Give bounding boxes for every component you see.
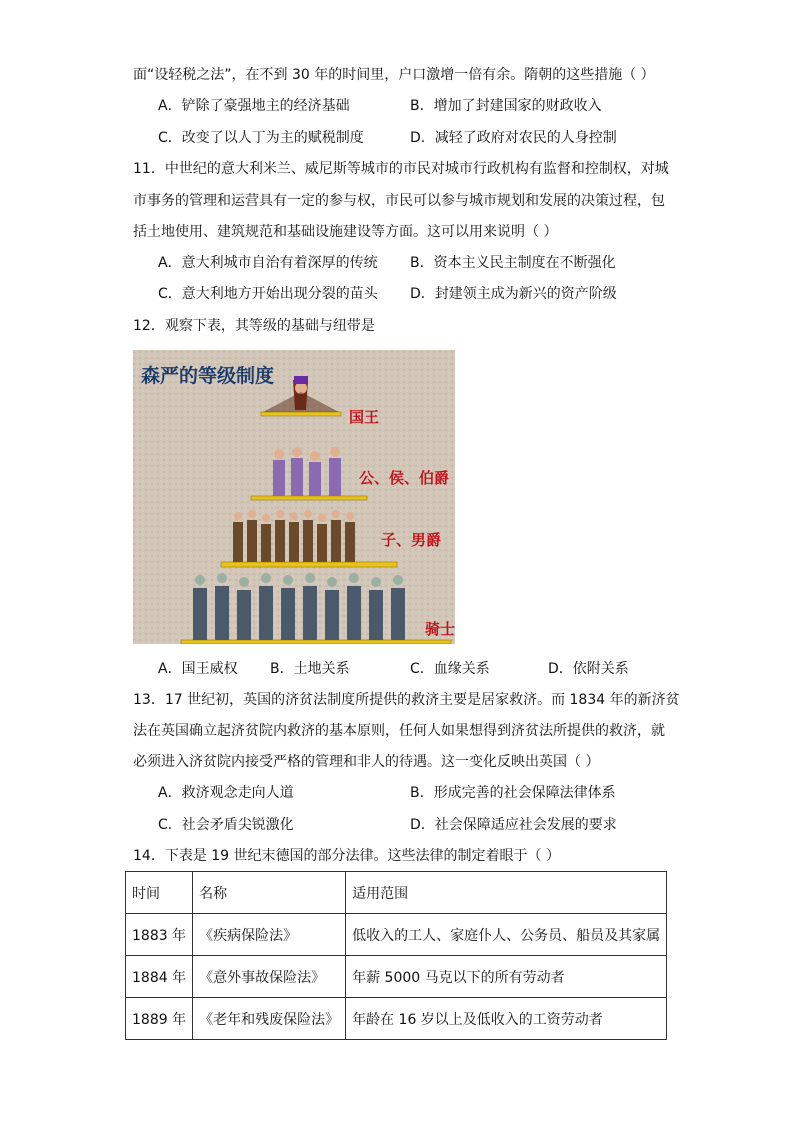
q10-option-c: C．改变了以人丁为主的赋税制度 xyxy=(158,130,364,146)
q11-option-d: D．封建领主成为新兴的资产阶级 xyxy=(410,286,617,302)
header-time: 时间 xyxy=(126,872,193,914)
label-knights: 骑士 xyxy=(425,620,455,638)
cell-name: 《意外事故保险法》 xyxy=(193,956,346,998)
q10-option-a: A．铲除了豪强地主的经济基础 xyxy=(158,98,350,114)
q12-option-a: A．国王威权 xyxy=(158,661,238,677)
q13-option-c: C．社会矛盾尖锐激化 xyxy=(158,817,294,833)
q12-stem: 12．观察下表，其等级的基础与纽带是 xyxy=(133,318,375,334)
figure-title: 森严的等级制度 xyxy=(141,365,275,387)
q11-stem-line-1: 11．中世纪的意大利米兰、威尼斯等城市的市民对城市行政机构有监督和控制权，对城 xyxy=(133,161,669,177)
q13-stem-line-1: 13．17 世纪初，英国的济贫法制度所提供的救济主要是居家救济。而 1834 年的新济贫 xyxy=(133,692,680,708)
cell-name: 《疾病保险法》 xyxy=(193,914,346,956)
cell-time: 1883 年 xyxy=(126,914,193,956)
q11-option-b: B．资本主义民主制度在不断强化 xyxy=(410,255,616,271)
q10-option-b: B．增加了封建国家的财政收入 xyxy=(410,98,602,114)
label-barons: 子、男爵 xyxy=(381,531,442,549)
q11-option-a: A．意大利城市自治有着深厚的传统 xyxy=(158,255,378,271)
cell-scope: 年薪 5000 马克以下的所有劳动者 xyxy=(346,956,667,998)
q14-stem: 14．下表是 19 世纪末德国的部分法律。这些法律的制定着眼于（ ） xyxy=(133,848,560,864)
q13-stem-line-3: 必须进入济贫院内接受严格的管理和非人的待遇。这一变化反映出英国（ ） xyxy=(133,754,600,770)
cell-scope: 年龄在 16 岁以上及低收入的工资劳动者 xyxy=(346,998,667,1040)
q10-stem-tail: 面“设轻税之法”，在不到 30 年的时间里，户口激增一倍有余。隋朝的这些措施（ ） xyxy=(133,67,655,83)
table-row xyxy=(126,998,667,1040)
hierarchy-figure xyxy=(133,350,455,644)
table-row xyxy=(126,914,667,956)
q10-option-d: D．减轻了政府对农民的人身控制 xyxy=(410,130,617,146)
label-king: 国王 xyxy=(349,408,380,426)
table-header-row xyxy=(126,872,667,914)
q12-option-d: D．依附关系 xyxy=(548,661,629,677)
header-scope: 适用范围 xyxy=(346,872,667,914)
q13-option-b: B．形成完善的社会保障法律体系 xyxy=(410,785,616,801)
table-row xyxy=(126,956,667,998)
q13-option-d: D．社会保障适应社会发展的要求 xyxy=(410,817,617,833)
q13-option-a: A．救济观念走向人道 xyxy=(158,785,294,801)
cell-name: 《老年和残废保险法》 xyxy=(193,998,346,1040)
q11-stem-line-3: 括土地使用、建筑规范和基础设施建设等方面。这可以用来说明（ ） xyxy=(133,224,558,240)
q12-option-c: C．血缘关系 xyxy=(410,661,490,677)
q11-stem-line-2: 市事务的管理和运营具有一定的参与权，市民可以参与城市规划和发展的决策过程，包 xyxy=(133,193,665,209)
law-table xyxy=(125,871,667,1040)
cell-time: 1889 年 xyxy=(126,998,193,1040)
label-dukes: 公、侯、伯爵 xyxy=(359,469,450,487)
cell-time: 1884 年 xyxy=(126,956,193,998)
cell-scope: 低收入的工人、家庭仆人、公务员、船员及其家属 xyxy=(346,914,667,956)
q11-option-c: C．意大利地方开始出现分裂的苗头 xyxy=(158,286,378,302)
header-name: 名称 xyxy=(193,872,346,914)
q12-option-b: B．土地关系 xyxy=(270,661,350,677)
q13-stem-line-2: 法在英国确立起济贫院内救济的基本原则，任何人如果想得到济贫法所提供的救济，就 xyxy=(133,723,665,739)
